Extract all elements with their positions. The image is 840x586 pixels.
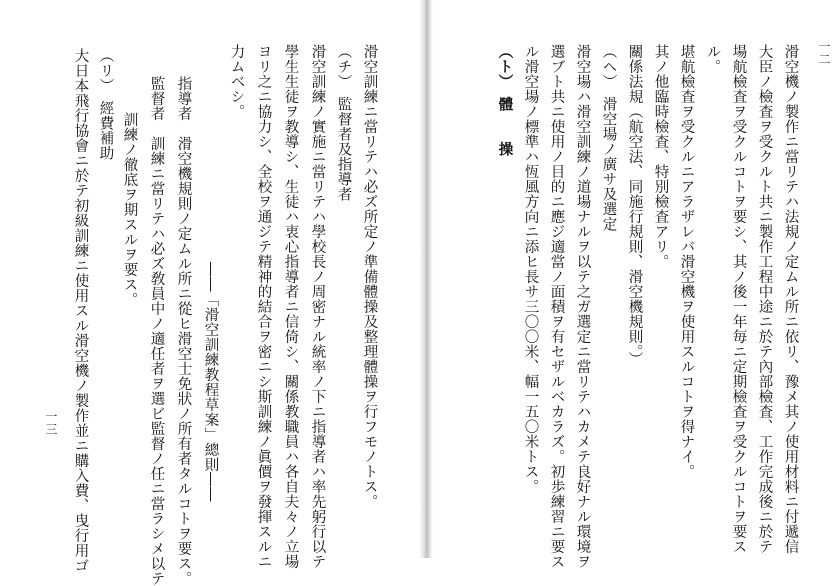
left-col-1: 滑空訓練ニ當リテハ必ズ所定ノ準備體操及整理體操ヲ行フモノトス。 (361, 44, 378, 509)
right-col-5: 堪航檢査ヲ受クルニアラザレバ滑空機ヲ使用スルコトヲ得ナイ。 (678, 44, 695, 479)
right-col-6: 其ノ他臨時檢査、特別檢査アリ。 (652, 44, 669, 269)
left-col-11: （リ） 經費補助 (97, 48, 114, 161)
left-col-10: 訓練ノ徹底ヲ期スルヲ要ス。 (121, 112, 138, 307)
right-col-11: ル滑空場ノ標準ハ恆風方向ニ添ヒ長サ三〇〇米、幅一五〇米トス。 (522, 44, 539, 494)
left-col-3: 滑空訓練ノ實施ニ當リテハ學校長ノ周密ナル統率ノ下ニ指導者ハ率先躬行以テ (309, 44, 326, 569)
left-col-6: 力ムベシ。 (228, 44, 245, 119)
right-col-4: ル。 (704, 44, 721, 74)
left-col-8: 指導者 滑空機規則ノ定ムル所ニ從ヒ滑空士免狀ノ所有者タルコトヲ要ス。 (175, 76, 192, 586)
right-col-9: 滑空場ハ滑空訓練ノ道場ナルヲ以テ之ガ選定ニ當リテハカメテ良好ナル環境ヲ (574, 44, 591, 569)
right-page (432, 0, 840, 569)
left-col-7-source: ――「滑空訓練教程草案」總則―― (202, 262, 219, 502)
right-col-10: 選ブト共ニ使用ノ目的ニ應ジ適當ノ面積ヲ有セザルベカラズ。初歩練習ニ要ス (548, 44, 565, 569)
left-col-9: 監督者 訓練ニ當リテハ必ズ敎員中ノ適任者ヲ選ビ監督ノ任ニ當ラシメ以テ (148, 76, 165, 586)
right-col-1: 滑空機ノ製作ニ當リテハ法規ノ定ムル所ニ依リ、豫メ其ノ使用材料ニ付遞信 (782, 44, 799, 554)
left-col-5: ヨリ之ニ協力シ、全校ヲ通ジテ精神的結合ヲ密ニシ斯訓練ノ眞價ヲ發揮スルニ (255, 44, 272, 569)
right-col-2: 大臣ノ檢査ヲ受クルト共ニ製作工程中途ニ於テ內部檢査、工作完成後ニ於テ (756, 44, 773, 554)
right-col-8: （ヘ） 滑空場ノ廣サ及選定 (600, 44, 617, 232)
left-col-2: （チ） 監督者及指導者 (335, 44, 352, 202)
left-page-number: 一三 (44, 410, 58, 436)
right-col-12-heading: （ト） 體 操 (496, 44, 514, 157)
right-col-7: 關係法規（航空法、同施行規則、滑空機規則。） (626, 44, 643, 367)
book-gutter (419, 0, 433, 558)
right-page-number: 一二 (817, 40, 831, 66)
left-col-4: 學生生徒ヲ教導シ、生徒ハ衷心指導者ニ信倚シ、關係教職員ハ各自夫々ノ立場 (282, 44, 299, 569)
left-col-12: 大日本飛行協會ニ於テ初級訓練ニ使用スル滑空機ノ製作並ニ購入費、曳行用ゴ (72, 48, 89, 573)
right-col-3: 場航檢査ヲ受クルコトヲ要シ、其ノ後一年毎ニ定期檢査ヲ受クルコトヲ要ス (730, 44, 747, 554)
